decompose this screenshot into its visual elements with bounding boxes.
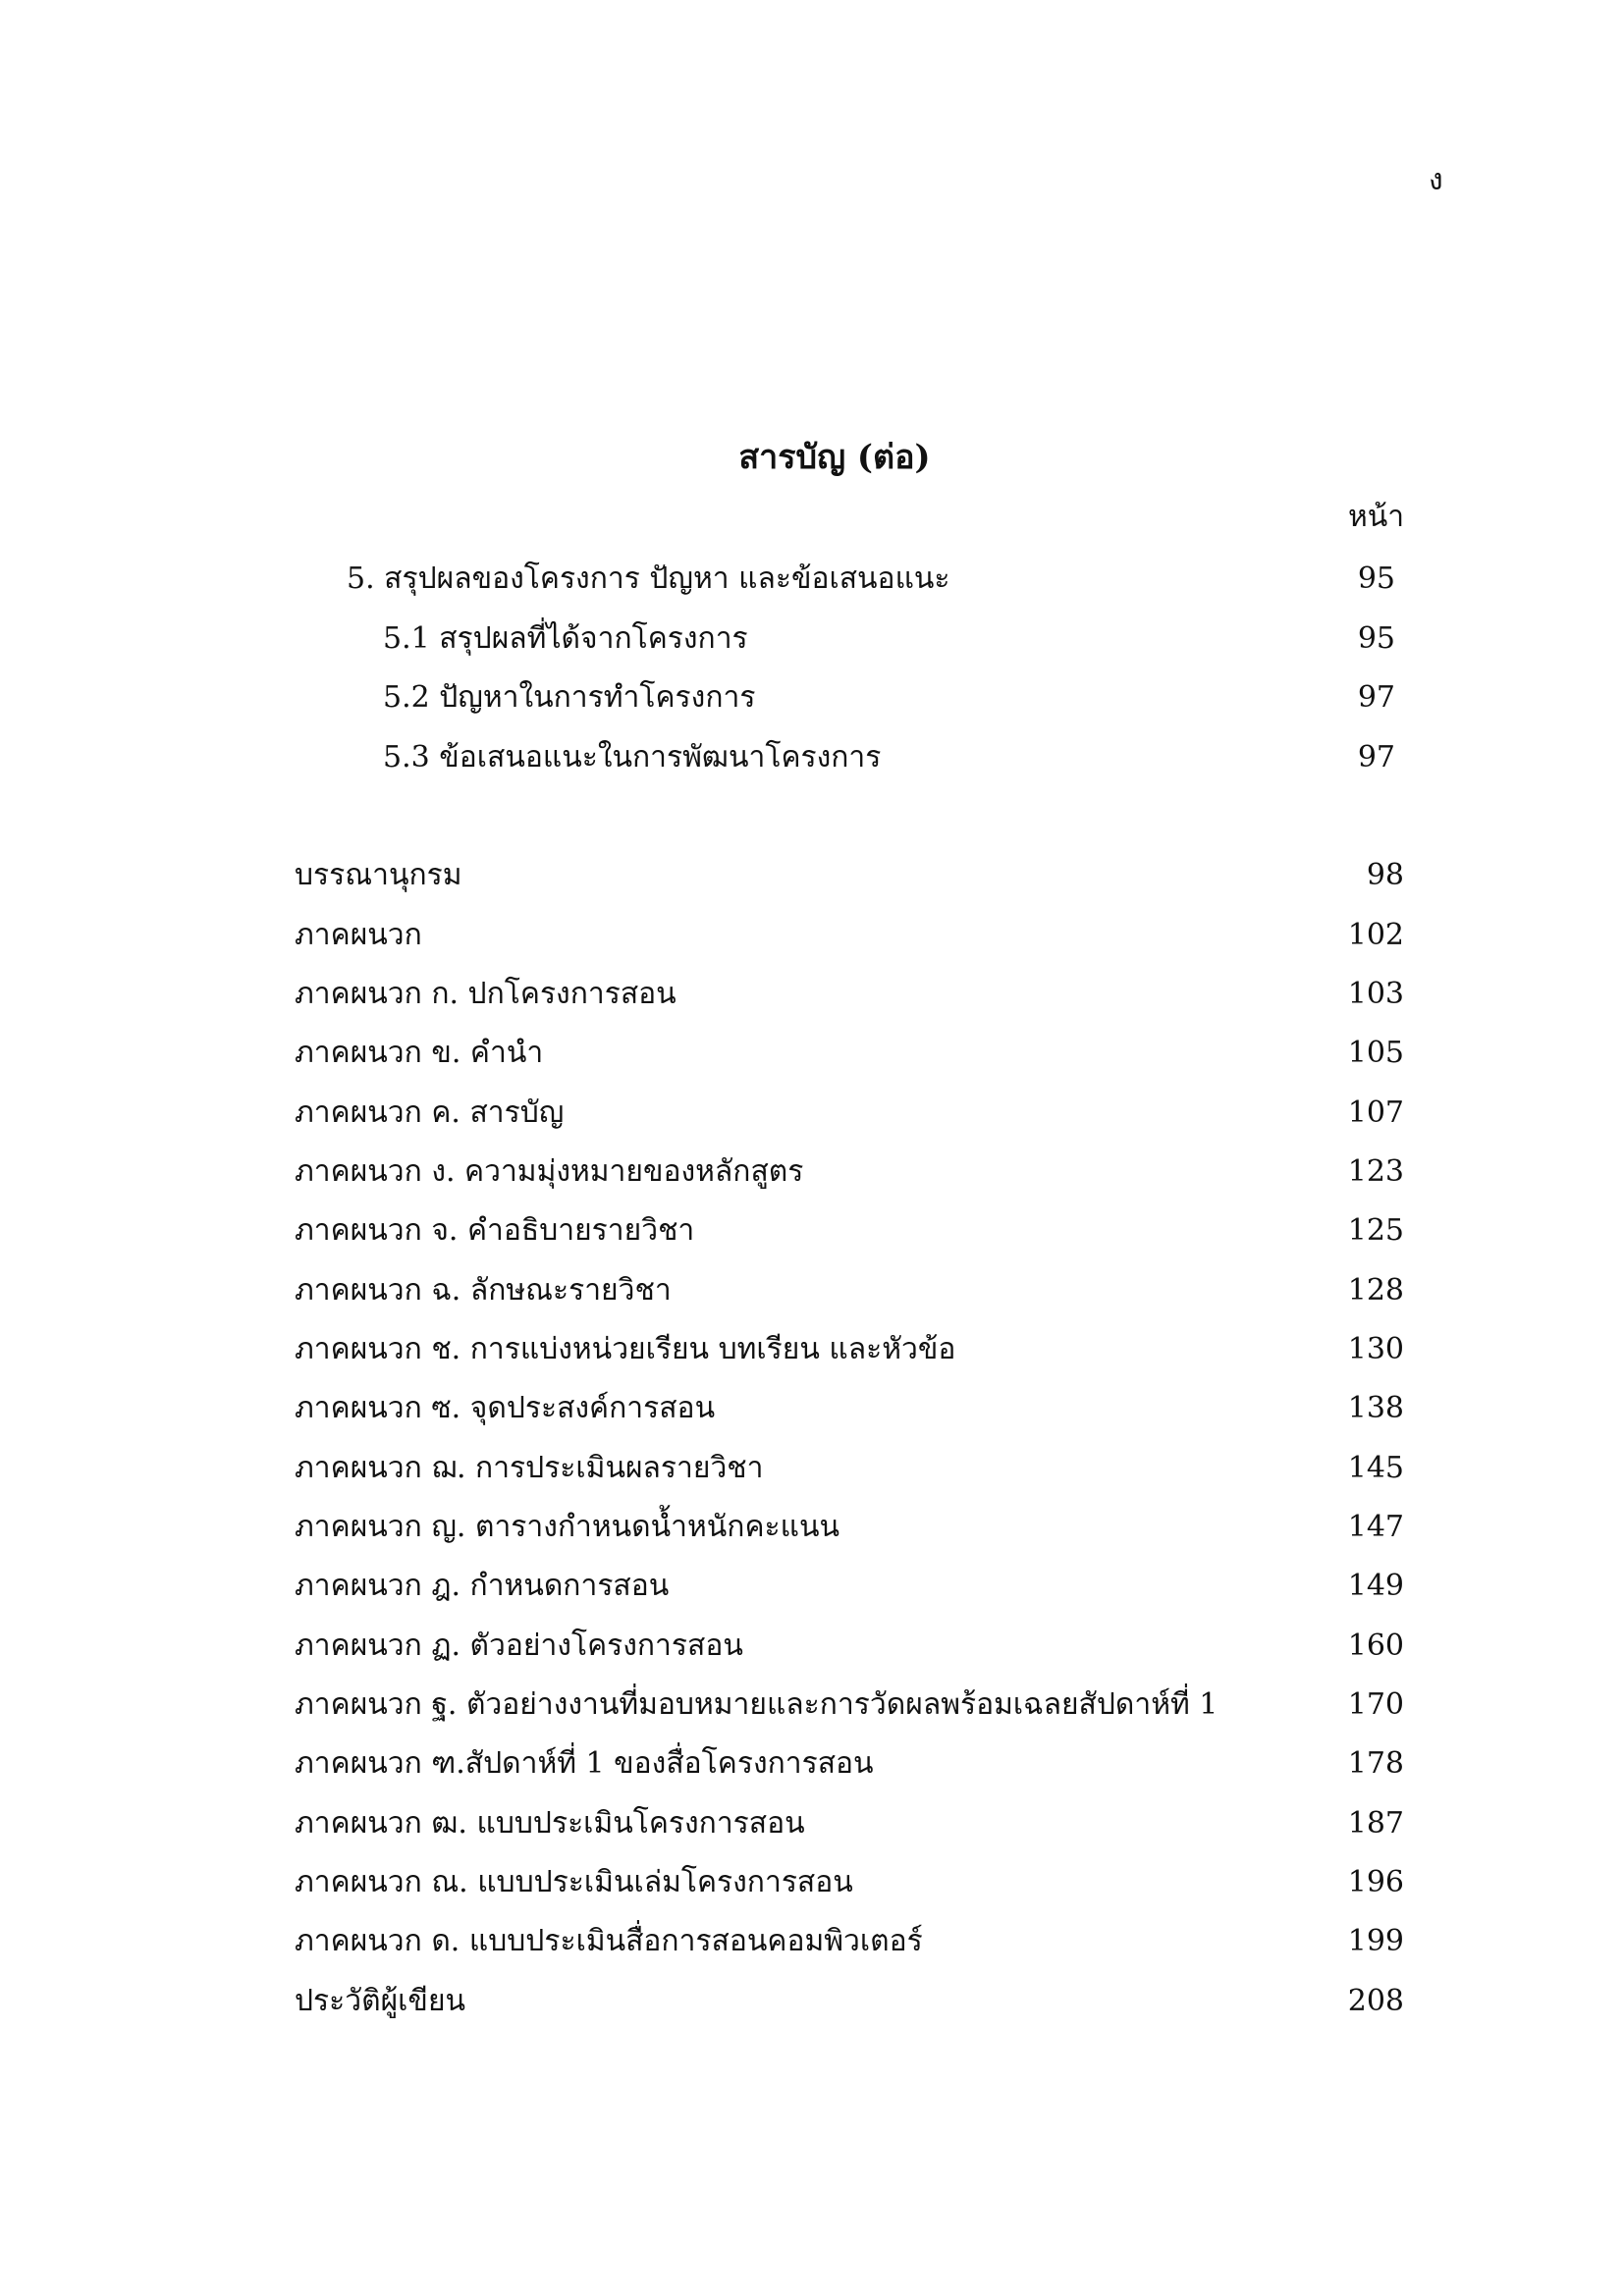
toc-entry-page: 105: [1347, 1036, 1404, 1070]
toc-entry: [295, 1739, 1404, 1789]
toc-entry: [295, 1977, 1404, 2026]
toc-entry: [295, 1384, 1404, 1433]
page-number: ง: [1429, 163, 1443, 197]
toc-entry: [295, 1029, 1404, 1078]
toc-entry-label: บรรณานุกรม: [295, 858, 462, 892]
toc-entry-page: 145: [1347, 1451, 1404, 1485]
toc-entry-label: ภาคผนวก ช. การแบ่งหน่วยเรียน บทเรียน และหัวข้อ: [295, 1332, 956, 1366]
page-column-header: หน้า: [1348, 500, 1405, 534]
toc-entry-page: 95: [1357, 621, 1395, 656]
toc-entry: [295, 1917, 1404, 1966]
toc-entry-label: ภาคผนวก ด. แบบประเมินสื่อการสอนคอมพิวเตอร์: [295, 1924, 923, 1958]
toc-entry-label: ภาคผนวก ฒ. แบบประเมินโครงการสอน: [295, 1806, 805, 1841]
toc-entry: [295, 911, 1404, 960]
toc-entry-label: ภาคผนวก ญ. ตารางกำหนดน้ำหนักคะแนน: [295, 1510, 839, 1544]
toc-entry-label: 5.2 ปัญหาในการทำโครงการ: [383, 680, 756, 715]
toc-entry-label: ภาคผนวก ค. สารบัญ: [295, 1095, 565, 1130]
toc-entry-label: ภาคผนวก ฉ. ลักษณะรายวิชา: [295, 1273, 672, 1308]
toc-entry-page: 107: [1347, 1095, 1404, 1130]
toc-entry-label: 5.1 สรุปผลที่ได้จากโครงการ: [383, 621, 748, 656]
toc-entry-label: ภาคผนวก ฐ. ตัวอย่างงานที่มอบหมายและการวัดผลพร้อมเฉลยสัปดาห์ที่ 1: [295, 1687, 1218, 1722]
toc-entry-page: 187: [1347, 1806, 1404, 1841]
toc-entry-page: 95: [1357, 561, 1395, 596]
toc-entry-label: ภาคผนวก จ. คำอธิบายรายวิชา: [295, 1213, 695, 1248]
toc-entry-page: 125: [1347, 1213, 1404, 1248]
toc-entry: [295, 970, 1404, 1019]
toc-entry-label: ภาคผนวก ฌ. การประเมินผลรายวิชา: [295, 1451, 764, 1485]
toc-entry: [295, 1858, 1404, 1907]
toc-entry: [295, 1089, 1404, 1138]
toc-entry: [295, 1503, 1404, 1552]
toc-entry-page: 138: [1347, 1391, 1404, 1425]
toc-entry-label: ภาคผนวก ซ. จุดประสงค์การสอน: [295, 1391, 716, 1425]
toc-entry-page: 97: [1357, 680, 1395, 715]
toc-entry: [295, 851, 1404, 900]
toc-entry-label: ประวัติผู้เขียน: [295, 1984, 466, 2018]
toc-entry-label: ภาคผนวก ฎ. กำหนดการสอน: [295, 1569, 670, 1603]
toc-entry: [295, 1681, 1404, 1730]
toc-entry-page: 208: [1347, 1984, 1404, 2018]
toc-entry: [295, 1622, 1404, 1671]
toc-entry-page: 130: [1347, 1332, 1404, 1366]
toc-entry-page: 128: [1347, 1273, 1404, 1308]
toc-entry-label: ภาคผนวก ข. คำนำ: [295, 1036, 544, 1070]
toc-entry-page: 97: [1357, 740, 1395, 774]
toc-entry-label: ภาคผนวก ฏ. ตัวอย่างโครงการสอน: [295, 1629, 743, 1663]
toc-entry-page: 199: [1347, 1924, 1404, 1958]
toc-entry-page: 147: [1347, 1510, 1404, 1544]
toc-entry: [295, 555, 1404, 604]
toc-entry-page: 98: [1366, 858, 1404, 892]
toc-entry-page: 123: [1347, 1154, 1404, 1189]
toc-entry-page: 149: [1347, 1569, 1404, 1603]
toc-entry-page: 102: [1347, 918, 1404, 952]
toc-entry-label: 5.3 ข้อเสนอแนะในการพัฒนาโครงการ: [383, 740, 882, 774]
toc-entry-page: 178: [1347, 1746, 1404, 1781]
toc-entry-page: 196: [1347, 1865, 1404, 1899]
toc-entry: [295, 673, 1404, 722]
toc-entry: [295, 614, 1404, 664]
toc-entry-label: ภาคผนวก ณ. แบบประเมินเล่มโครงการสอน: [295, 1865, 853, 1899]
toc-entry-page: 160: [1347, 1629, 1404, 1663]
toc-entry-label: ภาคผนวก: [295, 918, 422, 952]
toc-entry-page: 170: [1347, 1687, 1404, 1722]
toc-entry: [295, 1266, 1404, 1315]
toc-entry: [295, 1325, 1404, 1374]
toc-entry: [295, 1206, 1404, 1255]
toc-entry: [295, 1799, 1404, 1848]
toc-entry-label: ภาคผนวก ฑ.สัปดาห์ที่ 1 ของสื่อโครงการสอน: [295, 1746, 874, 1781]
page-title: สารบัญ (ต่อ): [738, 438, 931, 477]
toc-entry-label: 5. สรุปผลของโครงการ ปัญหา และข้อเสนอแนะ: [347, 561, 950, 596]
toc-entry: [295, 733, 1404, 782]
toc-entry: [295, 1444, 1404, 1493]
toc-entry-label: ภาคผนวก ก. ปกโครงการสอน: [295, 977, 677, 1011]
toc-entry: [295, 1148, 1404, 1197]
toc-entry: [295, 1562, 1404, 1611]
toc-entry-page: 103: [1347, 977, 1404, 1011]
toc-entry-label: ภาคผนวก ง. ความมุ่งหมายของหลักสูตร: [295, 1154, 804, 1189]
